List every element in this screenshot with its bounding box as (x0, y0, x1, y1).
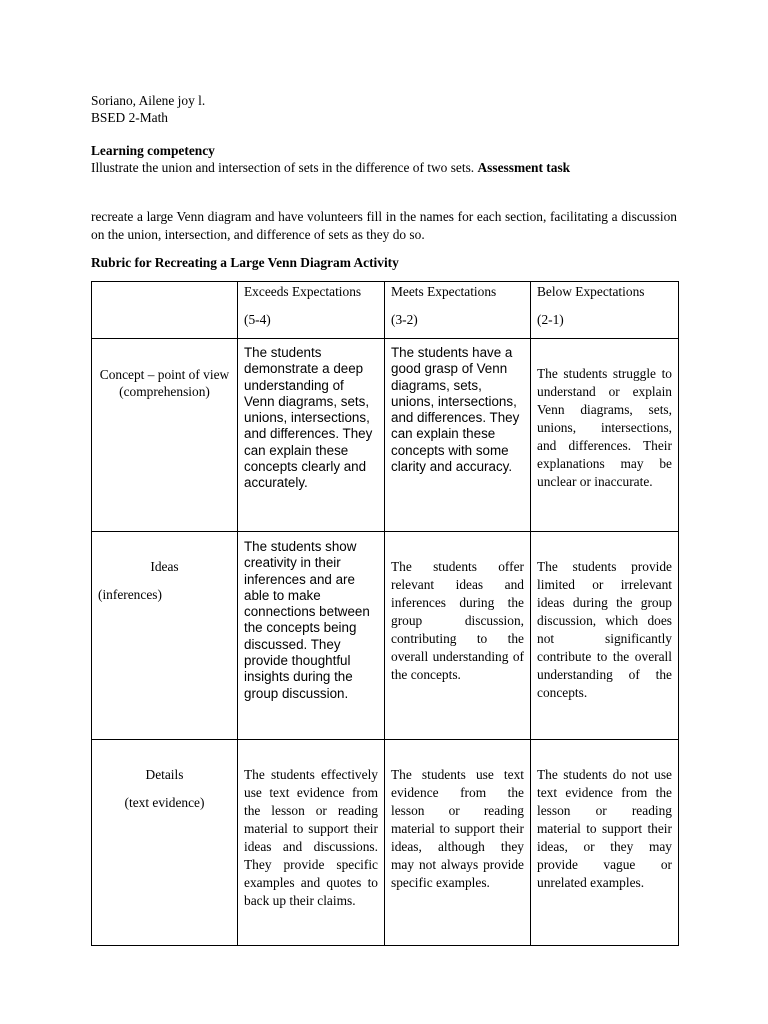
assessment-task-label: Assessment task (477, 160, 571, 175)
meets-cell: The students use text evidence from the lesson or reading material to support their ideas, although they may not always provide specific examples. (385, 740, 531, 946)
competency-statement: Illustrate the union and intersection of sets in the difference of two sets. (91, 160, 475, 175)
competency-heading: Learning competency (91, 143, 215, 158)
column-name: Below Expectations (537, 284, 645, 299)
document-body (91, 92, 677, 271)
criterion-sublabel: (inferences) (98, 587, 162, 602)
meets-cell: The students have a good grasp of Venn diagrams, sets, unions, intersections, and differences. They can explain these concepts with some clarity and accuracy. (385, 339, 531, 532)
competency-text (91, 159, 677, 176)
meets-cell: The students offer relevant ideas and inferences during the group discussion, contributing to the overall understanding of the concepts. (385, 532, 531, 740)
column-range: (5-4) (244, 312, 271, 327)
rubric-header-row (92, 282, 679, 339)
rubric-row-concept (92, 339, 679, 532)
assessment-task-text: recreate a large Venn diagram and have volunteers fill in the names for each section, facilitating a discussion on the union, intersection, and difference of sets as they do so. (91, 209, 677, 242)
exceeds-cell: The students demonstrate a deep understanding of Venn diagrams, sets, unions, intersections, and differences. They can explain these concepts clearly and accurately. (238, 339, 385, 532)
criterion-label: Concept – point of view (comprehension) (99, 367, 230, 399)
column-range: (2-1) (537, 312, 564, 327)
criterion-sublabel: (text evidence) (124, 795, 205, 810)
rubric-title: Rubric for Recreating a Large Venn Diagram Activity (91, 255, 399, 270)
criterion-cell (92, 532, 238, 740)
rubric-corner-cell (92, 282, 238, 339)
exceeds-cell: The students show creativity in their inferences and are able to make connections between the concepts being discussed. They provide thoughtful insights during the group discussion. (238, 532, 385, 740)
rubric-table (91, 281, 679, 946)
column-name: Exceeds Expectations (244, 284, 362, 299)
column-range: (3-2) (391, 312, 418, 327)
column-header-exceeds (238, 282, 385, 339)
column-header-meets (385, 282, 531, 339)
column-name: Meets Expectations (391, 284, 497, 299)
exceeds-cell: The students effectively use text evidence from the lesson or reading material to support their ideas and discussions. They provide specific examples and quotes to back up their claims. (238, 740, 385, 946)
criterion-label: Ideas (150, 559, 179, 574)
rubric-row-ideas (92, 532, 679, 740)
criterion-label: Details (145, 767, 184, 782)
criterion-cell (92, 339, 238, 532)
column-header-below (531, 282, 679, 339)
student-name: Soriano, Ailene joy l. (91, 93, 206, 108)
criterion-cell (92, 740, 238, 946)
rubric-row-details (92, 740, 679, 946)
below-cell: The students struggle to understand or explain Venn diagrams, sets, unions, intersections, and differences. Their explanations may be unclear or inaccurate. (531, 339, 679, 532)
below-cell: The students do not use text evidence from the lesson or reading material to support their ideas, or they may provide vague or unrelated examples. (531, 740, 679, 946)
student-program: BSED 2-Math (91, 110, 168, 125)
below-cell: The students provide limited or irrelevant ideas during the group discussion, which does not significantly contribute to the overall understanding of the concepts. (531, 532, 679, 740)
